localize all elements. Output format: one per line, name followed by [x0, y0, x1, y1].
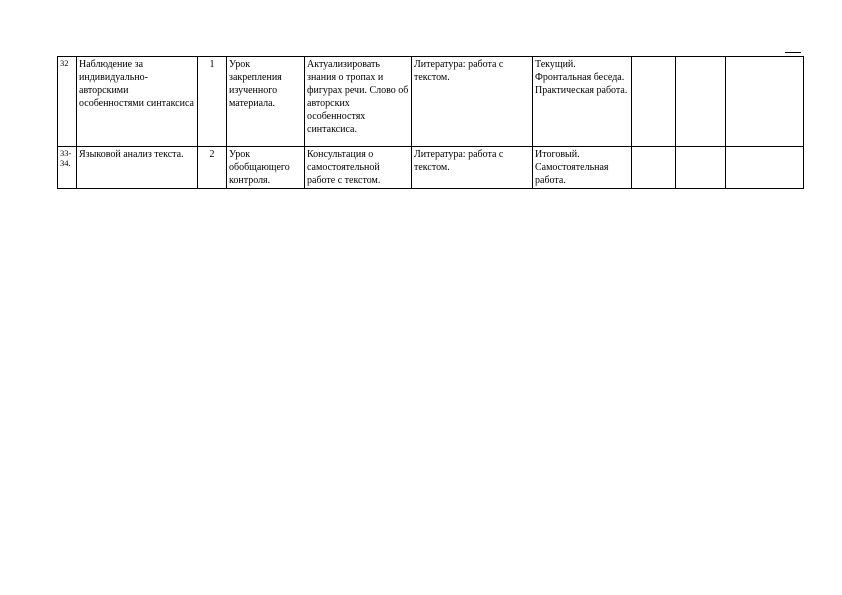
- extra-cell-3: [726, 57, 804, 147]
- control-cell: Итоговый. Самостоятельная работа.: [533, 147, 632, 189]
- lesson-number-cell: 32: [58, 57, 77, 147]
- table-row: [58, 147, 804, 189]
- extra-cell-1: [632, 147, 676, 189]
- extra-cell-2: [676, 147, 726, 189]
- table-row: [58, 57, 804, 147]
- hours-cell: 1: [198, 57, 227, 147]
- extra-cell-3: [726, 147, 804, 189]
- topic-cell: Наблюдение за индивидуально-авторскими особенностями синтаксиса: [77, 57, 198, 147]
- lesson-number-cell: 33-34.: [58, 147, 77, 189]
- interdisciplinary-cell: Литература: работа с текстом.: [412, 147, 533, 189]
- lesson-type-cell: Урок закрепления изученного материала.: [227, 57, 305, 147]
- lesson-plan-table: [57, 56, 804, 189]
- content-cell: Актуализировать знания о тропах и фигурах речи. Слово об авторских особенностях синтаксиса.: [305, 57, 412, 147]
- topic-cell: Языковой анализ текста.: [77, 147, 198, 189]
- table-top-tick: [785, 52, 801, 53]
- lesson-type-cell: Урок обобщающего контроля.: [227, 147, 305, 189]
- extra-cell-1: [632, 57, 676, 147]
- interdisciplinary-cell: Литература: работа с текстом.: [412, 57, 533, 147]
- content-cell: Консультация о самостоятельной работе с текстом.: [305, 147, 412, 189]
- hours-cell: 2: [198, 147, 227, 189]
- control-cell: Текущий. Фронтальная беседа. Практическая работа.: [533, 57, 632, 147]
- extra-cell-2: [676, 57, 726, 147]
